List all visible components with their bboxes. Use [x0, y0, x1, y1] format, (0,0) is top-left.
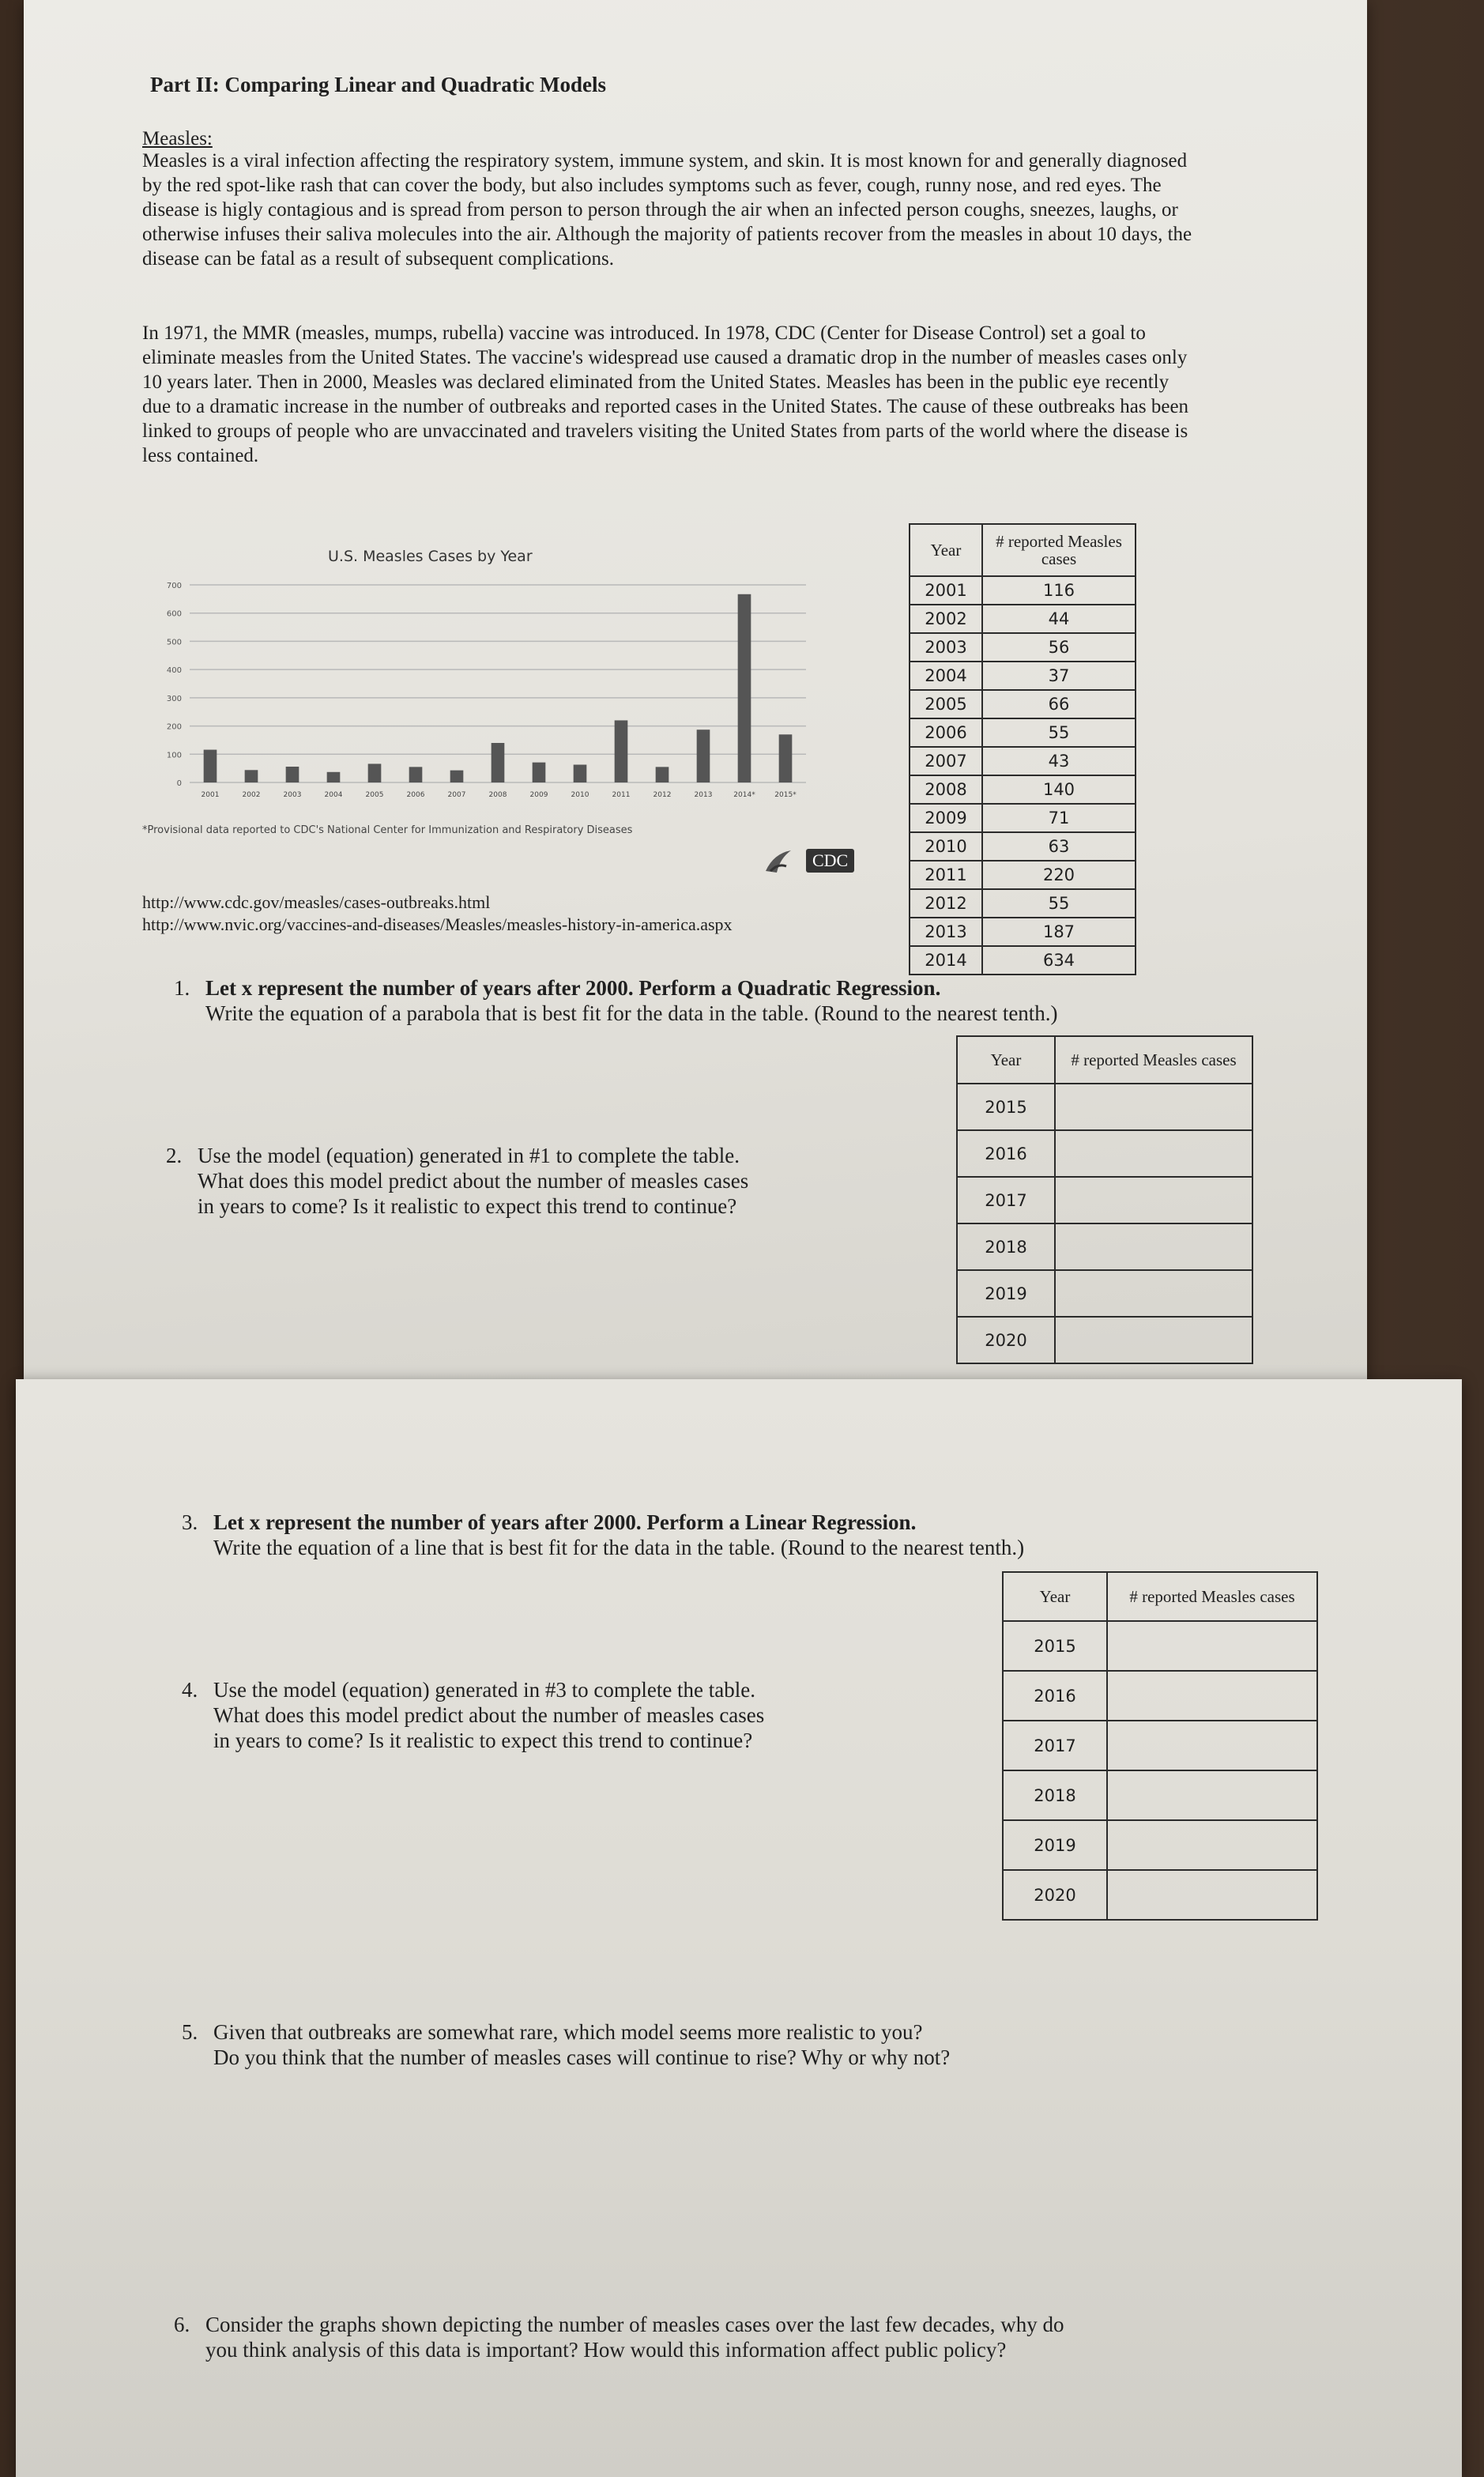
chart-y-tick-label: 700	[166, 582, 182, 590]
data-table-row	[910, 718, 1136, 747]
question-6-line-1: Consider the graphs shown depicting the number of measles cases over the last few decades, why do	[205, 2313, 1064, 2336]
chart-bar	[738, 594, 751, 782]
prediction-year-cell: 2015	[957, 1084, 1055, 1130]
prediction-table-row	[1003, 1721, 1317, 1770]
prediction-table-row	[1003, 1621, 1317, 1671]
linear-table-header-year: Year	[1003, 1572, 1107, 1621]
prediction-table-row	[957, 1084, 1252, 1130]
prediction-year-cell: 2018	[957, 1223, 1055, 1270]
question-4-line-2: What does this model predict about the number of measles cases	[213, 1703, 765, 1727]
question-1-line-1: Let x represent the number of years after 2000. Perform a Quadratic Regression.	[205, 976, 941, 1000]
quadratic-prediction-table	[956, 1035, 1253, 1364]
data-table-cases-cell: 63	[982, 832, 1136, 861]
chart-x-tick-label: 2008	[488, 791, 507, 799]
data-table-year-cell: 2010	[910, 832, 982, 861]
chart-y-tick-label: 500	[166, 638, 182, 647]
prediction-answer-cell[interactable]	[1055, 1177, 1252, 1223]
chart-x-tick-label: 2011	[612, 791, 631, 799]
prediction-year-cell: 2016	[1003, 1671, 1107, 1721]
data-table-year-cell: 2008	[910, 775, 982, 804]
chart-bar	[409, 767, 423, 782]
data-table-year-cell: 2014	[910, 946, 982, 975]
chart-bar	[615, 720, 628, 782]
cdc-logo: CDC	[806, 849, 854, 873]
data-table-cases-cell: 71	[982, 804, 1136, 832]
question-6	[174, 2312, 1438, 2362]
question-1	[174, 975, 1280, 1026]
chart-bar	[286, 767, 299, 782]
data-table-year-cell: 2013	[910, 918, 982, 946]
chart-bar	[368, 763, 382, 782]
data-table-row	[910, 889, 1136, 918]
question-4-number: 4.	[182, 1678, 198, 1702]
question-3	[182, 1510, 1367, 1560]
chart-y-tick-label: 400	[166, 666, 182, 676]
data-table-row	[910, 576, 1136, 605]
data-table-year-cell: 2012	[910, 889, 982, 918]
data-table-cases-cell: 37	[982, 662, 1136, 690]
question-2-number: 2.	[166, 1144, 183, 1167]
prediction-year-cell: 2020	[1003, 1870, 1107, 1920]
chart-bar	[656, 767, 669, 782]
prediction-answer-cell[interactable]	[1055, 1317, 1252, 1363]
chart-x-tick-label: 2006	[406, 791, 425, 799]
chart-bar	[533, 763, 546, 782]
prediction-answer-cell[interactable]	[1107, 1770, 1317, 1820]
measles-data-table	[909, 523, 1136, 975]
chart-bar	[450, 771, 464, 782]
data-table-cases-cell: 55	[982, 718, 1136, 747]
data-table-row	[910, 832, 1136, 861]
data-table-cases-cell: 140	[982, 775, 1136, 804]
prediction-table-row	[957, 1317, 1252, 1363]
chart-y-labels	[167, 582, 182, 788]
data-table-row	[910, 918, 1136, 946]
data-table-year-cell: 2002	[910, 605, 982, 633]
prediction-table-row	[1003, 1820, 1317, 1870]
question-2-line-1: Use the model (equation) generated in #1 to complete the table.	[198, 1144, 740, 1167]
quad-table-body	[957, 1084, 1252, 1363]
prediction-table-row	[957, 1177, 1252, 1223]
linear-prediction-table	[1002, 1571, 1318, 1921]
data-table-year-cell: 2006	[910, 718, 982, 747]
prediction-year-cell: 2020	[957, 1317, 1055, 1363]
prediction-answer-cell[interactable]	[1055, 1223, 1252, 1270]
prediction-answer-cell[interactable]	[1055, 1130, 1252, 1177]
data-table-row	[910, 605, 1136, 633]
prediction-year-cell: 2016	[957, 1130, 1055, 1177]
data-table-row	[910, 861, 1136, 889]
part-title: Part II: Comparing Linear and Quadratic Models	[150, 73, 607, 96]
data-table-row	[910, 662, 1136, 690]
chart-x-tick-label: 2010	[571, 791, 589, 799]
data-table-cases-cell: 66	[982, 690, 1136, 718]
chart-x-tick-label: 2013	[694, 791, 713, 799]
data-table-cases-cell: 43	[982, 747, 1136, 775]
chart-x-tick-label: 2007	[447, 791, 466, 799]
chart-bar	[327, 772, 341, 782]
question-3-number: 3.	[182, 1510, 198, 1534]
data-table-cases-cell: 116	[982, 576, 1136, 605]
prediction-year-cell: 2018	[1003, 1770, 1107, 1820]
question-4	[182, 1677, 972, 1753]
chart-y-tick-label: 200	[166, 722, 182, 732]
hhs-eagle-icon	[763, 847, 794, 876]
data-table-row	[910, 775, 1136, 804]
data-table-cases-cell: 634	[982, 946, 1136, 975]
source-link-nvic[interactable]: http://www.nvic.org/vaccines-and-diseases/Measles/measles-history-in-america.aspx	[142, 914, 733, 934]
chart-x-tick-label: 2012	[653, 791, 672, 799]
data-table-cases-cell: 44	[982, 605, 1136, 633]
question-6-line-2: you think analysis of this data is important? How would this information affect public policy?	[205, 2338, 1007, 2362]
data-table-year-cell: 2011	[910, 861, 982, 889]
chart-bar	[779, 734, 793, 782]
prediction-answer-cell[interactable]	[1055, 1084, 1252, 1130]
prediction-answer-cell[interactable]	[1107, 1721, 1317, 1770]
data-table-body	[910, 576, 1136, 975]
data-table-year-cell: 2003	[910, 633, 982, 662]
prediction-year-cell: 2017	[957, 1177, 1055, 1223]
chart-y-tick-label: 0	[176, 779, 182, 788]
prediction-year-cell: 2015	[1003, 1621, 1107, 1671]
vaccine-history-paragraph: In 1971, the MMR (measles, mumps, rubella) vaccine was introduced. In 1978, CDC (Center for Disease Control) set a goal to eliminate measles from the United States. The vaccine's widespread use caused a dramatic drop in the number of measles cases only 10 years later. Then in 2000, Measles was declared eliminated from the United States. Measles has been in the public eye recently due to a dramatic increase in the number of outbreaks and reported cases in the United States. The cause of these outbreaks has been linked to groups of people who are unvaccinated and travelers visiting the United States from parts of the world where the disease is less contained.	[142, 322, 1189, 466]
question-6-number: 6.	[174, 2313, 190, 2336]
prediction-table-row	[957, 1130, 1252, 1177]
quad-table-header-cases: # reported Measles cases	[1055, 1036, 1252, 1084]
measles-description: Measles is a viral infection affecting the respiratory system, immune system, and skin. It is most known for and generally diagnosed by the red spot-like rash that can cover the body, but also includes symptoms such as fever, cough, runny nose, and red eyes. The disease is higly contagious and is spread from person to person through the air when an infected person coughs, sneezes, laughs, or otherwise infuses their saliva molecules into the air. Although the majority of patients recover from the measles in about 10 days, the disease can be fatal as a result of subsequent complications.	[142, 150, 1192, 270]
question-3-line-1: Let x represent the number of years after 2000. Perform a Linear Regression.	[213, 1510, 917, 1534]
prediction-table-row	[957, 1223, 1252, 1270]
question-4-line-1: Use the model (equation) generated in #3 to complete the table.	[213, 1678, 756, 1702]
linear-table-body	[1003, 1621, 1317, 1920]
chart-x-tick-label: 2001	[201, 791, 220, 799]
question-1-line-2: Write the equation of a parabola that is best fit for the data in the table. (Round to the nearest tenth.)	[205, 1001, 1058, 1025]
chart-x-tick-label: 2009	[529, 791, 548, 799]
prediction-answer-cell[interactable]	[1107, 1870, 1317, 1920]
chart-bar	[574, 765, 587, 783]
data-table-header-year: Year	[910, 524, 982, 576]
data-table-year-cell: 2001	[910, 576, 982, 605]
chart-bar	[204, 750, 217, 782]
chart-bar	[245, 770, 258, 782]
measles-bar-chart	[142, 530, 838, 846]
chart-x-tick-label: 2003	[283, 791, 302, 799]
chart-x-tick-label: 2014*	[733, 791, 755, 799]
data-table-year-cell: 2004	[910, 662, 982, 690]
prediction-answer-cell[interactable]	[1107, 1621, 1317, 1671]
worksheet-page-1	[24, 0, 1367, 1423]
chart-y-tick-label: 300	[166, 694, 182, 703]
prediction-table-row	[1003, 1770, 1317, 1820]
data-table-row	[910, 946, 1136, 975]
chart-x-tick-label: 2015*	[774, 791, 797, 799]
worksheet-page-2	[16, 1379, 1462, 2477]
data-table-row	[910, 747, 1136, 775]
data-table-header-cases: # reported Measles cases	[982, 524, 1136, 576]
prediction-table-row	[1003, 1671, 1317, 1721]
prediction-table-row	[957, 1270, 1252, 1317]
question-4-line-3: in years to come? Is it realistic to expect this trend to continue?	[213, 1729, 753, 1752]
data-table-cases-cell: 220	[982, 861, 1136, 889]
data-table-year-cell: 2007	[910, 747, 982, 775]
prediction-year-cell: 2019	[957, 1270, 1055, 1317]
data-table-year-cell: 2005	[910, 690, 982, 718]
chart-x-tick-label: 2005	[365, 791, 384, 799]
chart-x-labels	[202, 791, 797, 799]
data-table-row	[910, 804, 1136, 832]
quad-table-header-year: Year	[957, 1036, 1055, 1084]
data-table-cases-cell: 56	[982, 633, 1136, 662]
data-table-row	[910, 633, 1136, 662]
chart-bar	[492, 743, 505, 782]
source-link-cdc[interactable]: http://www.cdc.gov/measles/cases-outbreaks.html	[142, 892, 491, 912]
question-5-line-1: Given that outbreaks are somewhat rare, which model seems more realistic to you?	[213, 2020, 923, 2044]
chart-title: U.S. Measles Cases by Year	[328, 548, 533, 565]
chart-y-tick-label: 100	[166, 751, 182, 760]
data-table-cases-cell: 55	[982, 889, 1136, 918]
question-3-line-2: Write the equation of a line that is best fit for the data in the table. (Round to the nearest tenth.)	[213, 1536, 1025, 1559]
chart-svg	[142, 530, 838, 846]
question-5-number: 5.	[182, 2020, 198, 2044]
prediction-table-row	[1003, 1870, 1317, 1920]
data-table-cases-cell: 187	[982, 918, 1136, 946]
question-2-line-3: in years to come? Is it realistic to expect this trend to continue?	[198, 1194, 737, 1218]
prediction-answer-cell[interactable]	[1107, 1671, 1317, 1721]
question-2-line-2: What does this model predict about the number of measles cases	[198, 1169, 749, 1193]
data-table-year-cell: 2009	[910, 804, 982, 832]
chart-y-tick-label: 600	[166, 609, 182, 619]
prediction-year-cell: 2019	[1003, 1820, 1107, 1870]
chart-bar	[697, 730, 710, 782]
measles-heading: Measles:	[142, 128, 213, 149]
chart-x-tick-label: 2004	[324, 791, 343, 799]
prediction-answer-cell[interactable]	[1055, 1270, 1252, 1317]
linear-table-header-cases: # reported Measles cases	[1107, 1572, 1317, 1621]
chart-x-tick-label: 2002	[242, 791, 261, 799]
question-5-line-2: Do you think that the number of measles cases will continue to rise? Why or why not?	[213, 2045, 951, 2069]
question-1-number: 1.	[174, 976, 190, 1000]
data-table-row	[910, 690, 1136, 718]
prediction-answer-cell[interactable]	[1107, 1820, 1317, 1870]
question-5	[182, 2019, 1407, 2070]
question-2	[166, 1143, 917, 1219]
prediction-year-cell: 2017	[1003, 1721, 1107, 1770]
chart-footnote: *Provisional data reported to CDC's National Center for Immunization and Respiratory Diseases	[142, 824, 633, 836]
source-links	[142, 892, 733, 936]
